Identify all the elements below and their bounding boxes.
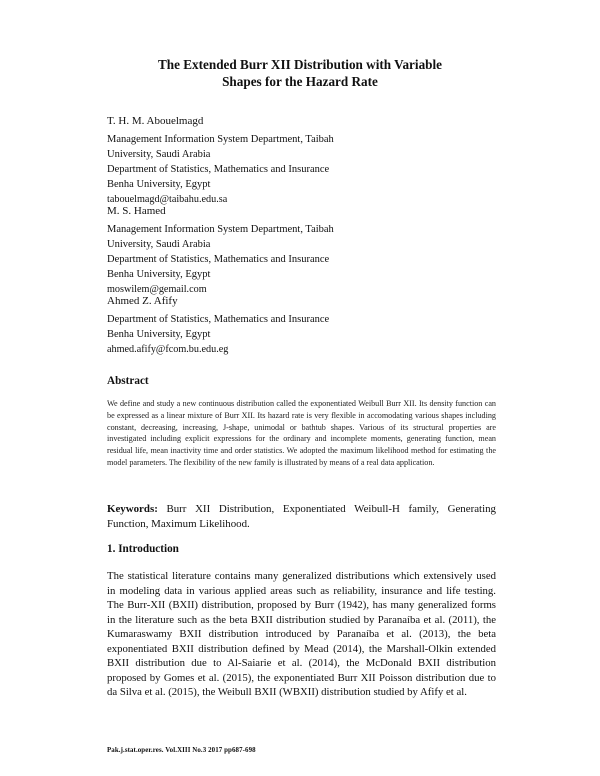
affiliation-line: Benha University, Egypt	[107, 179, 211, 190]
affiliation-line: Benha University, Egypt	[107, 269, 211, 280]
keywords-text: Burr XII Distribution, Exponentiated Weibull-H family, Generating Function, Maximum Likelihood.	[107, 503, 496, 530]
affiliation-line: Benha University, Egypt	[107, 329, 211, 340]
author-name: Ahmed Z. Afify	[107, 295, 178, 307]
author-email[interactable]: moswilem@gemail.com	[107, 284, 207, 295]
author-email[interactable]: ahmed.afify@fcom.bu.edu.eg	[107, 344, 229, 355]
title-line-2: Shapes for the Hazard Rate	[222, 74, 378, 89]
introduction-text: The statistical literature contains many generalized distributions which extensively used in modeling data in various applied areas such as reliability, insurance and life testing. The Burr-XII (BXII) distribution, proposed by Burr (1942), has many generalized forms in the literature such as the beta BXII distribution studied by Paranaíba et al. (2011), the Kumaraswamy BXII distribution introduced by Paranaíba et al. (2013), the beta exponentiated BXII distribution defined by Mead (2014), the Marshall-Olkin extended BXII distribution due to Al-Saiarie et al. (2014), the McDonald BXII distribution proposed by Gomes et al. (2015), the exponentiated Burr XII Poisson distribution due to da Silva et al. (2015), the Weibull BXII (WBXII) distribution studied by Afify et al.	[107, 570, 496, 698]
section-heading-introduction: 1. Introduction	[107, 543, 179, 555]
abstract-heading: Abstract	[107, 375, 149, 387]
author-email[interactable]: tabouelmagd@taibahu.edu.sa	[107, 194, 228, 205]
abstract-text: We define and study a new continuous distribution called the exponentiated Weibull Burr XII. Its density function can be expressed as a linear mixture of Burr XII. Its hazard rate is very flexible in accomodating various shapes including constant, decreasing, increasing, J-shape, unimodal or bathtub shapes. Various of its structural properties are investigated including explicit expressions for the ordinary and incomplete moments, generating function, mean residual life, mean inactivity time and order statistics. We adopted the maximum likelihood method for estimating the model parameters. The flexibility of the new family is illustrated by means of a real data application.	[107, 399, 496, 467]
paper-title	[0, 56, 600, 90]
keywords-label: Keywords:	[107, 503, 158, 515]
author-block-1	[107, 114, 334, 207]
affiliation-line: University, Saudi Arabia	[107, 239, 211, 250]
page-footer: Pak.j.stat.oper.res. Vol.XIII No.3 2017 pp687-698	[107, 747, 256, 754]
keywords	[107, 502, 496, 531]
affiliation-line: Department of Statistics, Mathematics and Insurance	[107, 254, 330, 265]
author-block-3	[107, 294, 329, 357]
affiliation-line: Management Information System Department, Taibah	[107, 224, 334, 235]
affiliation-line: Department of Statistics, Mathematics and Insurance	[107, 314, 330, 325]
title-line-1: The Extended Burr XII Distribution with Variable	[157, 57, 443, 72]
affiliation-line: University, Saudi Arabia	[107, 149, 211, 160]
author-name: M. S. Hamed	[107, 205, 166, 217]
affiliation-line: Department of Statistics, Mathematics and Insurance	[107, 164, 330, 175]
author-block-2	[107, 204, 334, 297]
author-name: T. H. M. Abouelmagd	[107, 115, 204, 127]
affiliation-line: Management Information System Department, Taibah	[107, 134, 334, 145]
